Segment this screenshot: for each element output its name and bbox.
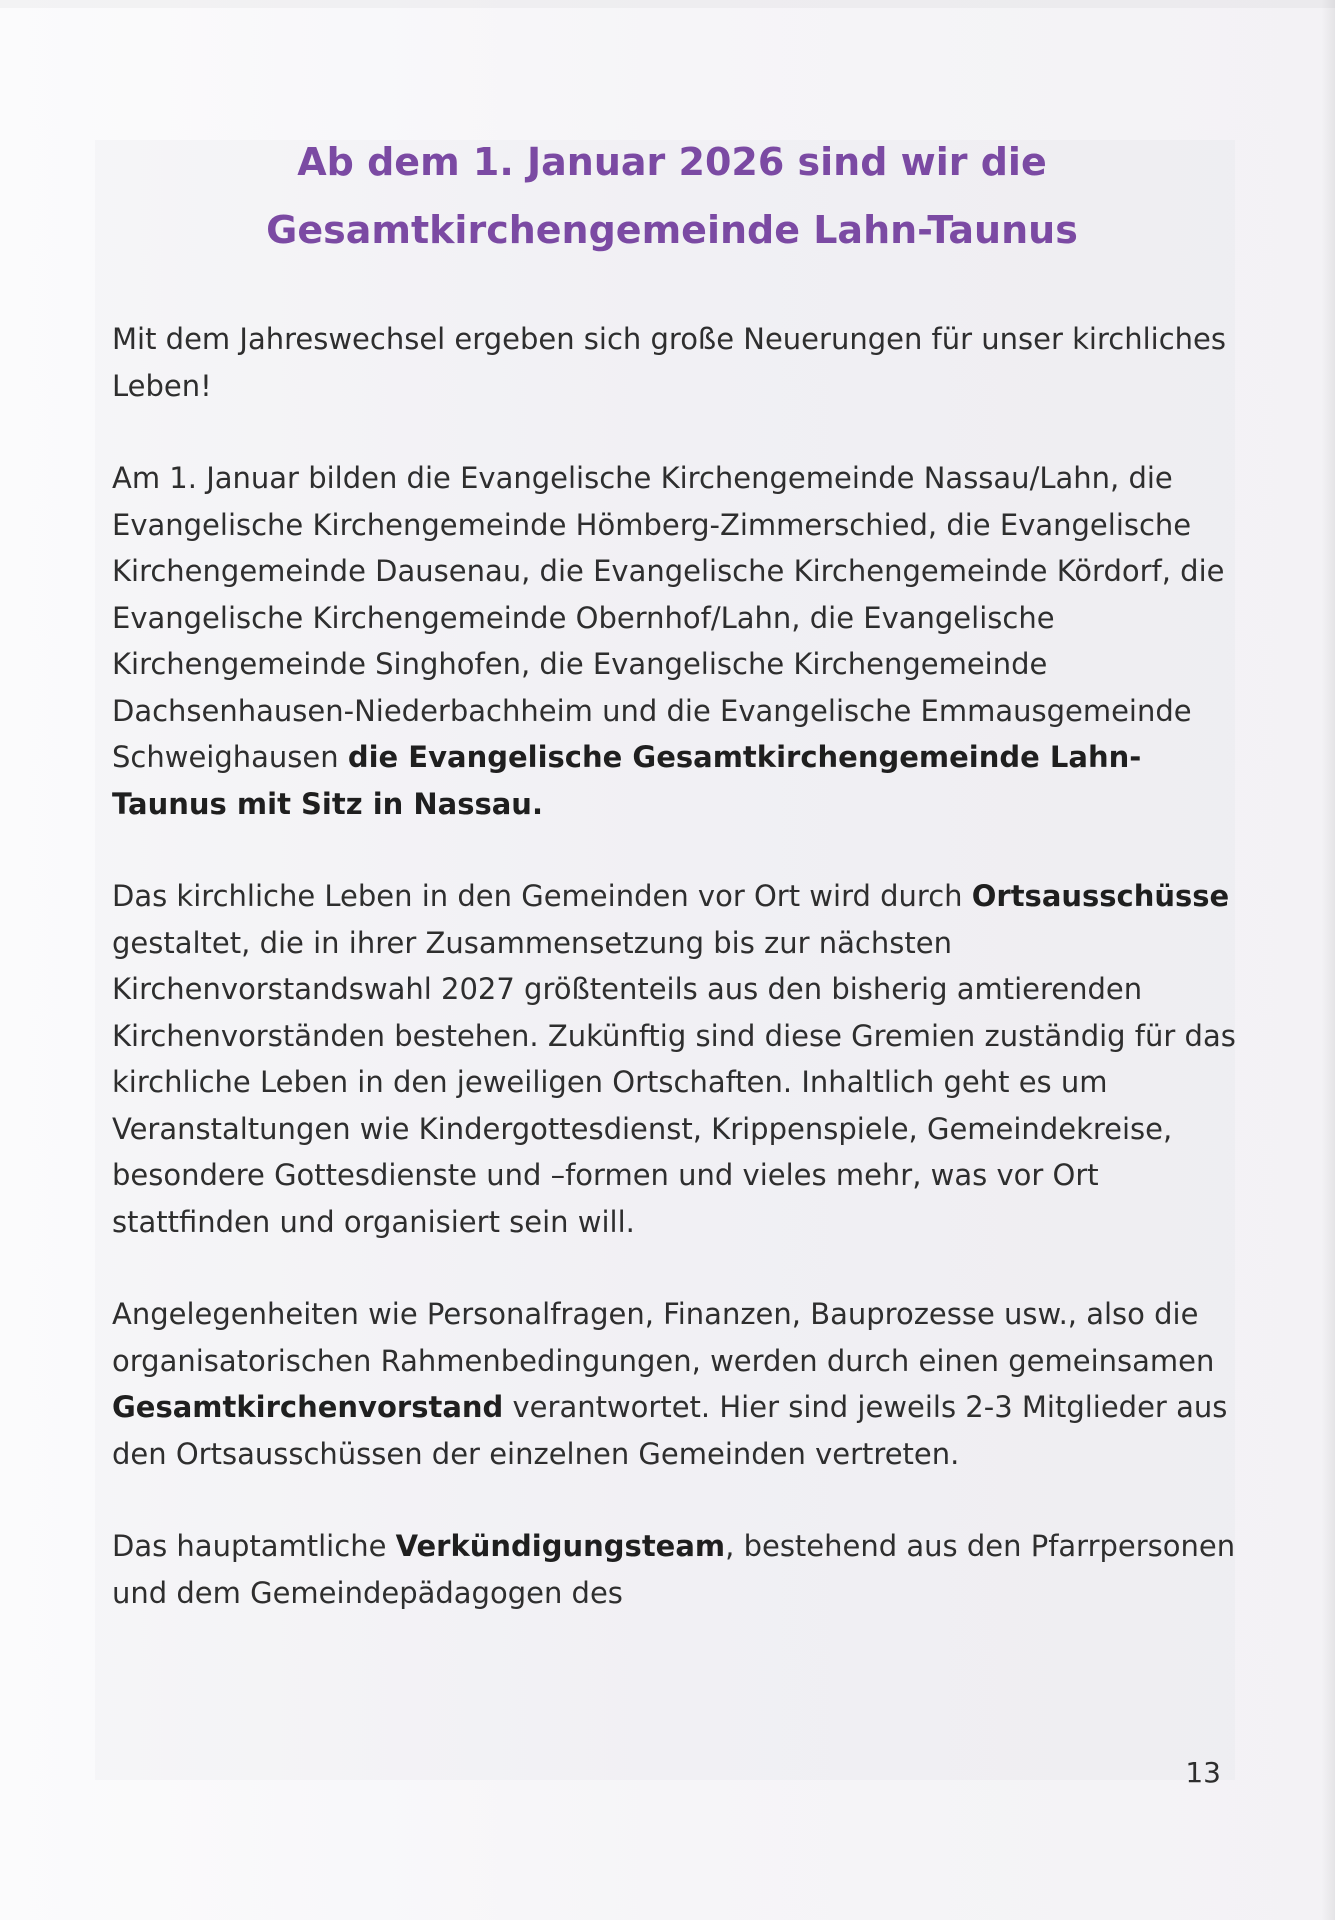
paragraph-member-churches-bold: die Evangelische Gesamtkirchengemeinde Lahn-Taunus mit Sitz in Nassau. — [112, 740, 1142, 821]
paragraph-member-churches-text: Am 1. Januar bilden die Evangelische Kirchengemeinde Nassau/Lahn, die Evangelische Kirchengemeinde Hömberg-Zimmerschied, die Evangelische Kirchengemeinde Dausenau, die Evangelische Kirchengemeinde Kördorf, die Evangelische Kirchengemeinde Obernhof/Lahn, die Evangelische Kirchengemeinde Singhofen, die Evangelische Kirchengemeinde Dachsenhausen-Niederbachheim und die Evangelische Emmausgemeinde Schweighausen — [112, 461, 1225, 774]
paragraph-member-churches — [112, 455, 1242, 827]
paragraph-joint-board-rest: verantwortet. Hier sind jeweils 2-3 Mitglieder aus den Ortsausschüssen der einzelnen Gemeinden vertreten. — [112, 1390, 1228, 1471]
term-gesamtkirchenvorstand: Gesamtkirchenvorstand — [112, 1390, 504, 1424]
term-verkuendigungsteam: Verkündigungsteam — [395, 1529, 726, 1563]
page-number: 13 — [1185, 1756, 1221, 1789]
paragraph-local-committees — [112, 873, 1242, 1245]
paragraph-joint-board — [112, 1291, 1242, 1477]
intro-paragraph: Mit dem Jahreswechsel ergeben sich große Neuerungen für unser kirchliches Leben! — [112, 322, 1226, 403]
paragraph-ministry-team-rest: , bestehend aus den Pfarrpersonen und dem Gemeindepädagogen des — [112, 1529, 1236, 1610]
paragraph-local-committees-rest: gestaltet, die in ihrer Zusammensetzung bis zur nächsten Kirchenvorstandswahl 2027 größtenteils aus den bisherig amtierenden Kirchenvorständen bestehen. Zukünftig sind diese Gremien zuständig für das kirchliche Leben in den jeweiligen Ortschaften. Inhaltlich geht es um Veranstaltungen wie Kindergottesdienst, Krippenspiele, Gemeindekreise, besondere Gottesdienste und –formen und vieles mehr, was vor Ort stattfinden und organisiert sein will. — [112, 925, 1236, 1239]
paper-top-edge — [0, 0, 1335, 8]
page-heading — [112, 128, 1232, 264]
article-body — [112, 316, 1242, 1662]
paragraph-ministry-team-start: Das hauptamtliche — [112, 1529, 396, 1563]
paragraph-local-committees-start: Das kirchliche Leben in den Gemeinden vor Ort wird durch — [112, 879, 972, 913]
term-ortsausschuesse: Ortsausschüsse — [971, 879, 1230, 913]
paragraph-joint-board-start: Angelegenheiten wie Personalfragen, Finanzen, Bauprozesse usw., also die organisatorischen Rahmenbedingungen, werden durch einen gemeinsamen — [112, 1297, 1215, 1378]
heading-line-2: Gesamtkirchengemeinde Lahn-Taunus — [266, 208, 1078, 252]
heading-line-1: Ab dem 1. Januar 2026 sind wir die — [297, 140, 1047, 184]
paper-right-edge — [1321, 0, 1335, 1920]
paragraph-ministry-team — [112, 1523, 1242, 1616]
